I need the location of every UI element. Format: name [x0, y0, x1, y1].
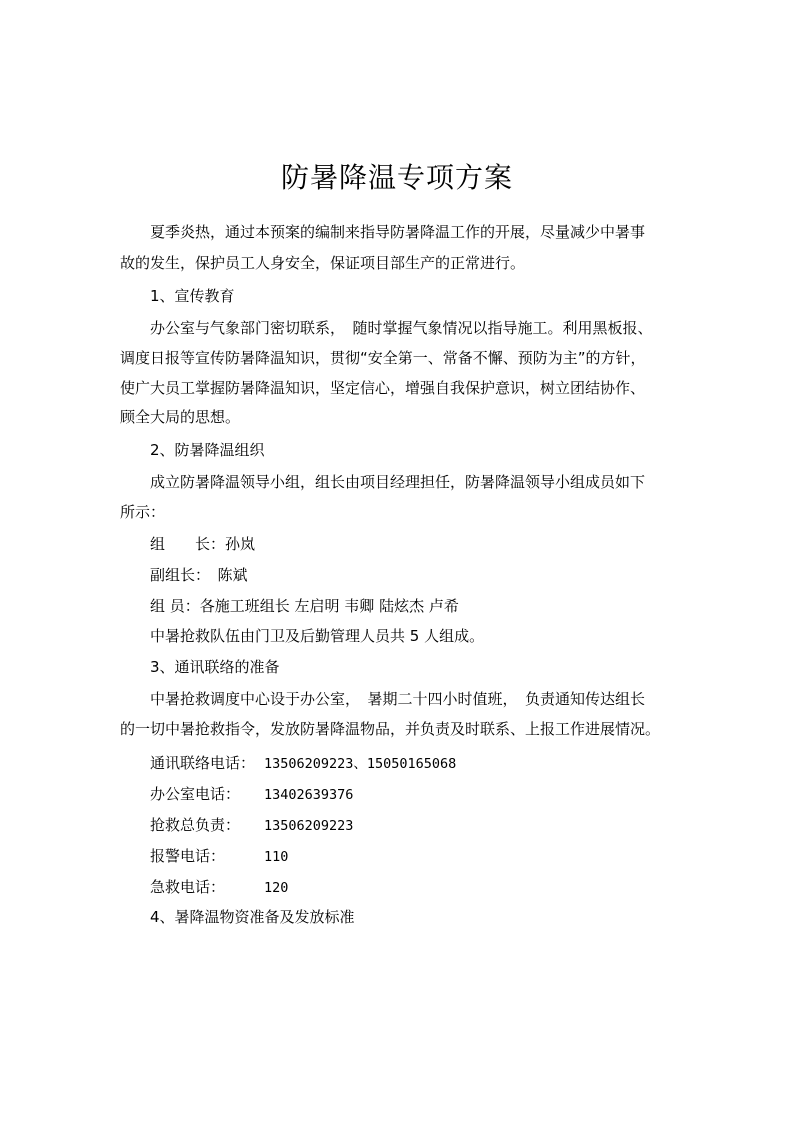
group-leader: 组 长：孙岚 [150, 535, 256, 553]
section-3-line-2: 的一切中暑抢救指令，发放防暑降温物品，并负责及时联系、上报工作进展情况。 [120, 720, 661, 738]
deputy-leader: 副组长： 陈斌 [150, 566, 248, 584]
group-members: 组 员：各施工班组长 左启明 韦卿 陆炫杰 卢希 [150, 597, 459, 615]
contact-value: 13402639376 [264, 787, 354, 803]
section-3-heading: 3、通讯联络的准备 [150, 658, 280, 676]
contact-police [150, 846, 724, 867]
section-1-heading: 1、宣传教育 [150, 287, 235, 305]
rescue-team: 中暑抢救队伍由门卫及后勤管理人员共 5 人组成。 [150, 627, 485, 645]
section-1-line-3: 使广大员工掌握防暑降温知识，坚定信心，增强自我保护意识，树立团结协作、 [120, 379, 646, 397]
section-4-heading: 4、暑降温物资准备及发放标准 [150, 908, 355, 926]
section-1-line-1: 办公室与气象部门密切联系， 随时掌握气象情况以指导施工。利用黑板报、 [150, 319, 653, 337]
section-2-heading: 2、防暑降温组织 [150, 441, 265, 459]
contact-label: 通讯联络电话： [150, 754, 256, 772]
contact-value: 13506209223 [264, 818, 354, 834]
contact-value: 13506209223、15050165068 [264, 756, 457, 772]
intro-line-1: 夏季炎热，通过本预案的编制来指导防暑降温工作的开展，尽量减少中暑事 [150, 223, 646, 241]
section-2-line-1: 成立防暑降温领导小组，组长由项目经理担任，防暑降温领导小组成员如下 [150, 473, 646, 491]
document-title: 防暑降温专项方案 [280, 161, 513, 194]
contact-label: 办公室电话： [150, 785, 241, 803]
contact-office [150, 784, 724, 805]
contact-rescue-lead [150, 815, 724, 836]
contact-label: 急救电话： [150, 878, 226, 896]
section-1-line-2: 调度日报等宣传防暑降温知识，贯彻“安全第一、常备不懈、预防为主”的方针， [120, 349, 646, 367]
contact-value: 120 [264, 880, 289, 896]
contact-label: 报警电话： [150, 847, 226, 865]
intro-line-2: 故的发生，保护员工人身安全，保证项目部生产的正常进行。 [120, 254, 526, 272]
contact-value: 110 [264, 849, 289, 865]
section-3-line-1: 中暑抢救调度中心设于办公室， 暑期二十四小时值班， 负责通知传达组长 [150, 690, 646, 708]
contact-label: 抢救总负责： [150, 816, 241, 834]
section-1-line-4: 顾全大局的思想。 [120, 408, 241, 426]
section-2-line-2: 所示： [120, 503, 166, 521]
contact-emergency [150, 877, 724, 898]
contact-comm [150, 753, 724, 774]
